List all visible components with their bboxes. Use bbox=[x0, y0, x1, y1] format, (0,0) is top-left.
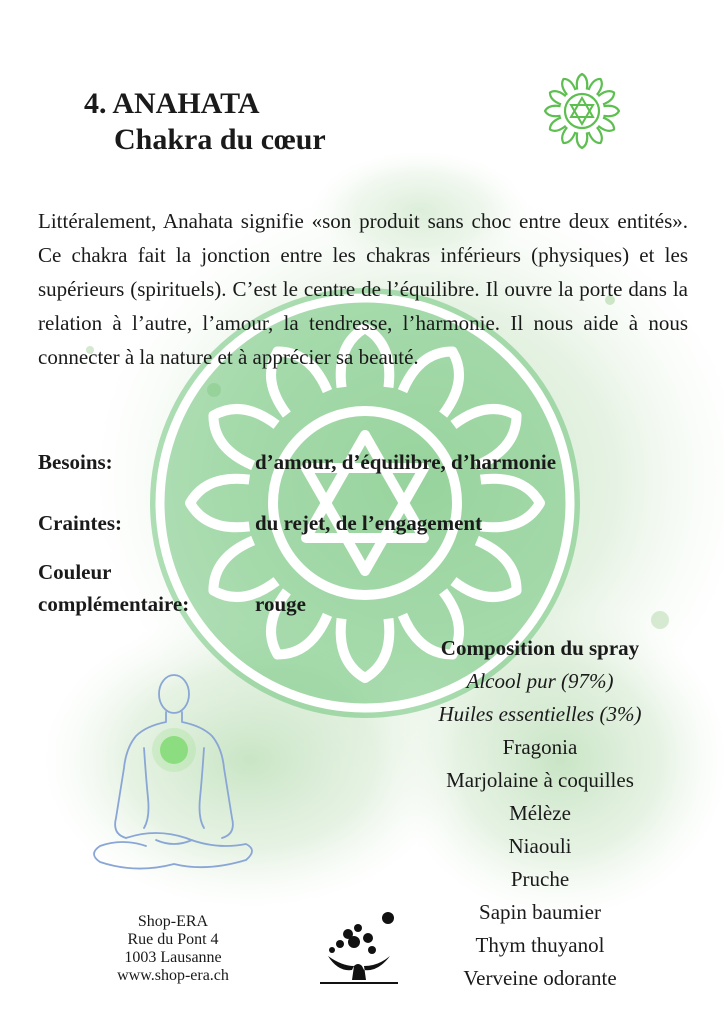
shop-address bbox=[98, 913, 248, 985]
craintes-label: Craintes: bbox=[38, 511, 122, 535]
shop-website: www.shop-era.ch bbox=[117, 967, 229, 984]
shop-city: 1003 Lausanne bbox=[124, 949, 222, 966]
craintes-value: du rejet, de l’engagement bbox=[255, 511, 483, 535]
composition-base-item: Huiles essentielles (3%) bbox=[438, 702, 642, 726]
besoins-value: d’amour, d’équilibre, d’harmonie bbox=[255, 450, 557, 474]
composition-base-item: Alcool pur (97%) bbox=[466, 669, 614, 693]
composition-item: Marjolaine à coquilles bbox=[446, 768, 634, 792]
composition-title: Composition du spray bbox=[440, 636, 640, 660]
besoins-label: Besoins: bbox=[38, 450, 113, 474]
shop-name: Shop-ERA bbox=[137, 913, 209, 930]
composition-item: Sapin baumier bbox=[479, 900, 601, 924]
couleur-label-line2: complémentaire: bbox=[38, 592, 190, 616]
tree-hand-logo-icon bbox=[318, 910, 400, 990]
page-title: 4. ANAHATA bbox=[84, 87, 260, 120]
intro-paragraph: Littéralement, Anahata signifie «son produit sans choc entre deux entités». Ce chakra fait la jonction entre les chakras inférieurs (physiques) et les supérieurs (spirituels). C’est le centre de l’équilibre. Il ouvre la porte dans la relation à l’autre, l’amour, la tendresse, l’harmonie. Il nous aide à nous connecter à la nature et à apprécier sa beauté. bbox=[38, 209, 688, 369]
heart-chakra-icon bbox=[541, 70, 623, 152]
couleur-label-line1: Couleur bbox=[38, 560, 112, 584]
composition-item: Thym thuyanol bbox=[475, 933, 605, 957]
composition-item: Niaouli bbox=[508, 834, 572, 858]
composition-item: Fragonia bbox=[502, 735, 578, 759]
page-subtitle: Chakra du cœur bbox=[114, 123, 326, 156]
shop-street: Rue du Pont 4 bbox=[127, 931, 219, 948]
composition-item: Mélèze bbox=[509, 801, 571, 825]
composition-block bbox=[400, 632, 680, 995]
couleur-value: rouge bbox=[255, 592, 306, 616]
composition-item: Verveine odorante bbox=[463, 966, 617, 990]
composition-item: Pruche bbox=[510, 867, 570, 891]
meditating-figure-icon bbox=[86, 668, 262, 880]
